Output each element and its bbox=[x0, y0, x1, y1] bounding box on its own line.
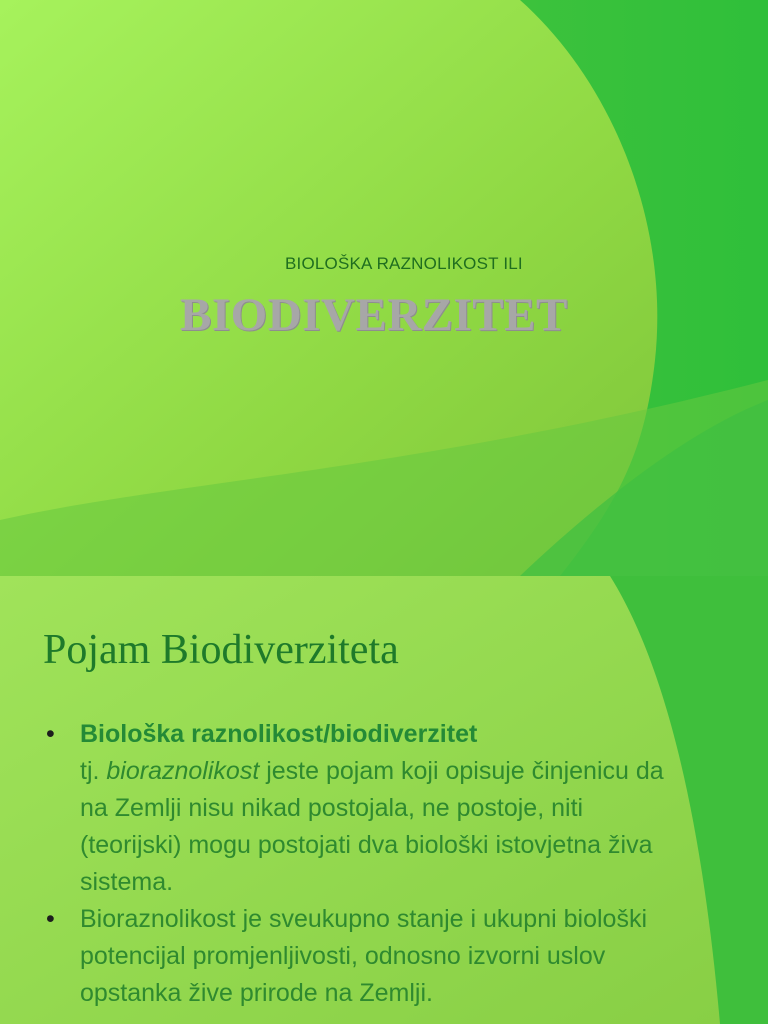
bullet-list bbox=[44, 716, 684, 1012]
bullet-prefix: tj. bbox=[80, 757, 107, 785]
bullet-bold-lead: Biološka raznolikost/biodiverzitet bbox=[80, 720, 478, 748]
slide-subtitle: BIOLOŠKA RAZNOLIKOST ILI bbox=[285, 254, 523, 273]
slide-heading: Pojam Biodiverziteta bbox=[43, 627, 399, 673]
content-slide bbox=[0, 576, 768, 1024]
bullet-text: jeste pojam koji opisuje činjenicu da na Zemlji nisu nikad postojala, ne postoje, niti (teorijski) mogu postojati dva biološki istovjetna živa sistema. bbox=[80, 757, 664, 896]
bullet-italic-term: bioraznolikost bbox=[106, 757, 260, 785]
slide-title: BIODIVERZITET bbox=[180, 289, 568, 341]
bullet-item bbox=[44, 716, 684, 901]
bullet-item bbox=[44, 901, 684, 1012]
bullet-icon: • bbox=[46, 905, 55, 933]
bullet-icon: • bbox=[46, 720, 55, 748]
bullet-text: Bioraznolikost je sveukupno stanje i ukupni biološki potencijal promjenljivosti, odnosno izvorni uslov opstanka žive prirode na Zemlji. bbox=[80, 905, 647, 1007]
